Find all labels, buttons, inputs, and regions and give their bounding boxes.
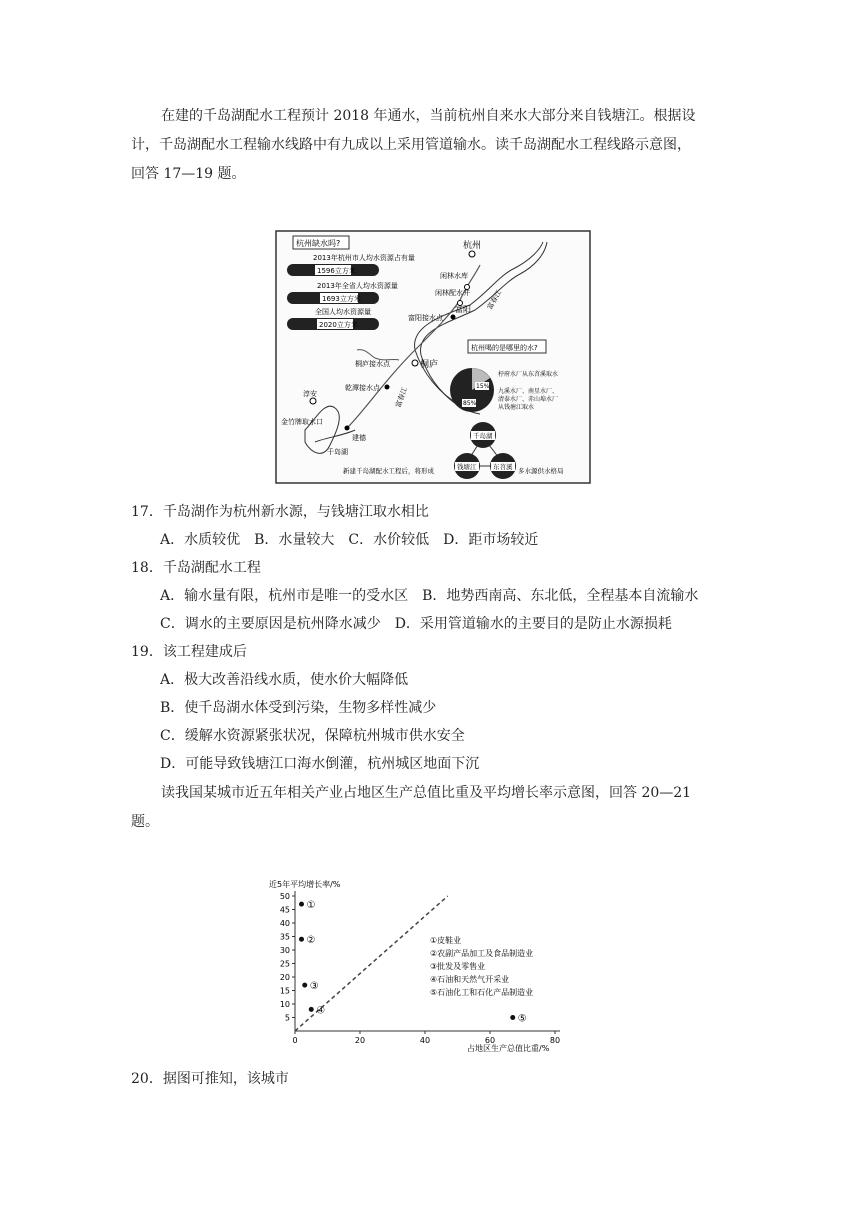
node-top: 千岛湖 (473, 432, 493, 440)
label-xianlin-reservoir: 闲林水库 (440, 272, 468, 280)
data-point (299, 937, 304, 942)
data-point-label: ⑤ (517, 1013, 527, 1025)
question-19-option-a: A．极大改善沿线水质，使水价大幅降低 (160, 672, 409, 688)
legend-entry: ④石油和天然气开采业 (430, 975, 510, 984)
x-tick-label: 60 (484, 1036, 496, 1045)
y-tick-label: 15 (279, 986, 290, 996)
intro-1-line-1: 在建的千岛湖配水工程预计 2018 年通水，当前杭州自来水大部分来自钱塘江。根据设 (161, 108, 696, 124)
question-19-option-d: D．可能导致钱塘江口海水倒灌，杭州城区地面下沉 (160, 756, 480, 772)
question-19-stem: 19．该工程建成后 (131, 644, 247, 660)
question-18-options-cd: C．调水的主要原因是杭州降水减少 D．采用管道输水的主要目的是防止水源损耗 (160, 616, 672, 632)
y-tick-label: 30 (279, 946, 290, 955)
pie-note-2b: 清泰水厂、赤山埠水厂 (498, 396, 559, 403)
stat1-label: 2013年杭州市人均水资源占有量 (313, 254, 415, 262)
pie-note-1: 杼府水厂从东苕溪取水 (498, 371, 559, 378)
stat2-label: 2013年全省人均水资源量 (317, 282, 398, 290)
box1-title: 杭州缺水吗? (296, 239, 341, 248)
x-tick-label: 80 (549, 1036, 561, 1045)
question-20-stem: 20．据图可推知，该城市 (131, 1071, 289, 1087)
x-tick-label: 20 (354, 1036, 366, 1045)
question-19-option-b: B．使千岛湖水体受到污染，生物多样性减少 (160, 700, 437, 716)
question-17-options: A．水质较优 B．水量较大 C．水价较低 D．距市场较近 (160, 532, 539, 548)
label-river-2: 富春江 (394, 386, 410, 409)
pie-small-pct: 15% (476, 383, 490, 390)
pie-note-2c: 从钱塘江取水 (498, 404, 535, 411)
legend-entry: ②农副产品加工及食品制造业 (430, 949, 534, 958)
chart-x-label: 占地区生产总值比重/% (467, 1044, 550, 1053)
question-17-stem: 17．千岛湖作为杭州新水源，与钱塘江取水相比 (131, 504, 429, 520)
y-tick-label: 10 (279, 1000, 290, 1009)
stat3-value: 2020立方米 (319, 321, 358, 329)
data-point-label: ② (306, 935, 316, 947)
x-tick-label: 40 (419, 1036, 431, 1045)
label-chunan: 淳安 (303, 390, 317, 398)
y-tick-label: 25 (279, 959, 290, 969)
label-river-1: 富春江 (485, 288, 504, 311)
legend-entry: ③批发及零售业 (430, 962, 486, 971)
stat2-value: 1693立方米 (322, 295, 361, 303)
y-tick-label: 20 (279, 973, 290, 982)
intro-1-line-2: 计，千岛湖配水工程输水线路中有九成以上采用管道输水。读千岛湖配水工程线路示意图， (131, 137, 691, 153)
intro-2-line-1: 读我国某城市近五年相关产业占地区生产总值比重及平均增长率示意图，回答 20—21 (161, 785, 692, 801)
data-point-label: ④ (316, 1005, 326, 1017)
intro-paragraph-2 (131, 779, 731, 837)
label-tonglu-point: 桐庐接水点 (355, 360, 390, 368)
data-point-label: ① (306, 900, 316, 912)
chart-y-label: 近5年平均增长率/% (269, 880, 341, 889)
label-hangzhou: 杭州 (463, 241, 482, 251)
intro-paragraph-1 (131, 102, 731, 189)
question-18-stem: 18．千岛湖配水工程 (131, 560, 261, 576)
legend-entry: ⑤石油化工和石化产品制造业 (430, 988, 534, 997)
data-point (309, 1007, 314, 1012)
legend-entry: ①皮鞋业 (430, 936, 462, 945)
node-left: 钱塘江 (457, 463, 477, 471)
data-point-label: ③ (309, 981, 319, 993)
x-tick-label: 0 (292, 1036, 298, 1045)
question-18-options-ab: A．输水量有限，杭州市是唯一的受水区 B．地势西南高、东北低，全程基本自流输水 (160, 588, 699, 604)
map-footer-right: 多水源供水格局 (518, 467, 564, 475)
data-point (302, 983, 307, 988)
y-tick-label: 45 (279, 905, 290, 915)
y-tick-label: 50 (279, 892, 290, 901)
label-qiandao-lake: 千岛湖 (327, 448, 348, 456)
pie-note-2a: 九溪水厂、南星水厂、 (498, 388, 559, 395)
data-point (299, 902, 304, 907)
label-qiantan-point: 乾潭接水点 (345, 384, 380, 392)
stat1-value: 1596立方米 (317, 267, 356, 275)
question-19-option-c: C．缓解水资源紧张状况，保障杭州城市供水安全 (160, 728, 465, 744)
y-tick-label: 35 (279, 932, 290, 942)
y-tick-label: 40 (279, 919, 290, 928)
label-jiande: 建德 (352, 434, 366, 442)
water-project-map (275, 230, 591, 484)
label-xianlin-well: 闲林配水井 (435, 289, 470, 297)
intro-2-line-2: 题。 (131, 814, 159, 830)
label-fuyang: 富阳 (455, 305, 471, 314)
y-tick-label: 5 (284, 1013, 290, 1023)
label-tonglu: 桐庐 (420, 360, 439, 370)
node-right: 东苕溪 (493, 463, 513, 471)
data-point (510, 1015, 515, 1020)
pie-large-pct: 85% (463, 400, 477, 407)
industry-scatter-chart (265, 873, 585, 1055)
label-intake: 金竹牌取水口 (281, 418, 323, 426)
label-fuyang-point: 富阳接水点 (408, 314, 443, 322)
stat3-label: 全国人均水资源量 (315, 308, 371, 316)
box2-title: 杭州喝的是哪里的水? (471, 344, 538, 352)
intro-1-line-3: 回答 17—19 题。 (131, 166, 246, 182)
map-footer-left: 新建千岛湖配水工程后，将形成 (343, 467, 434, 475)
